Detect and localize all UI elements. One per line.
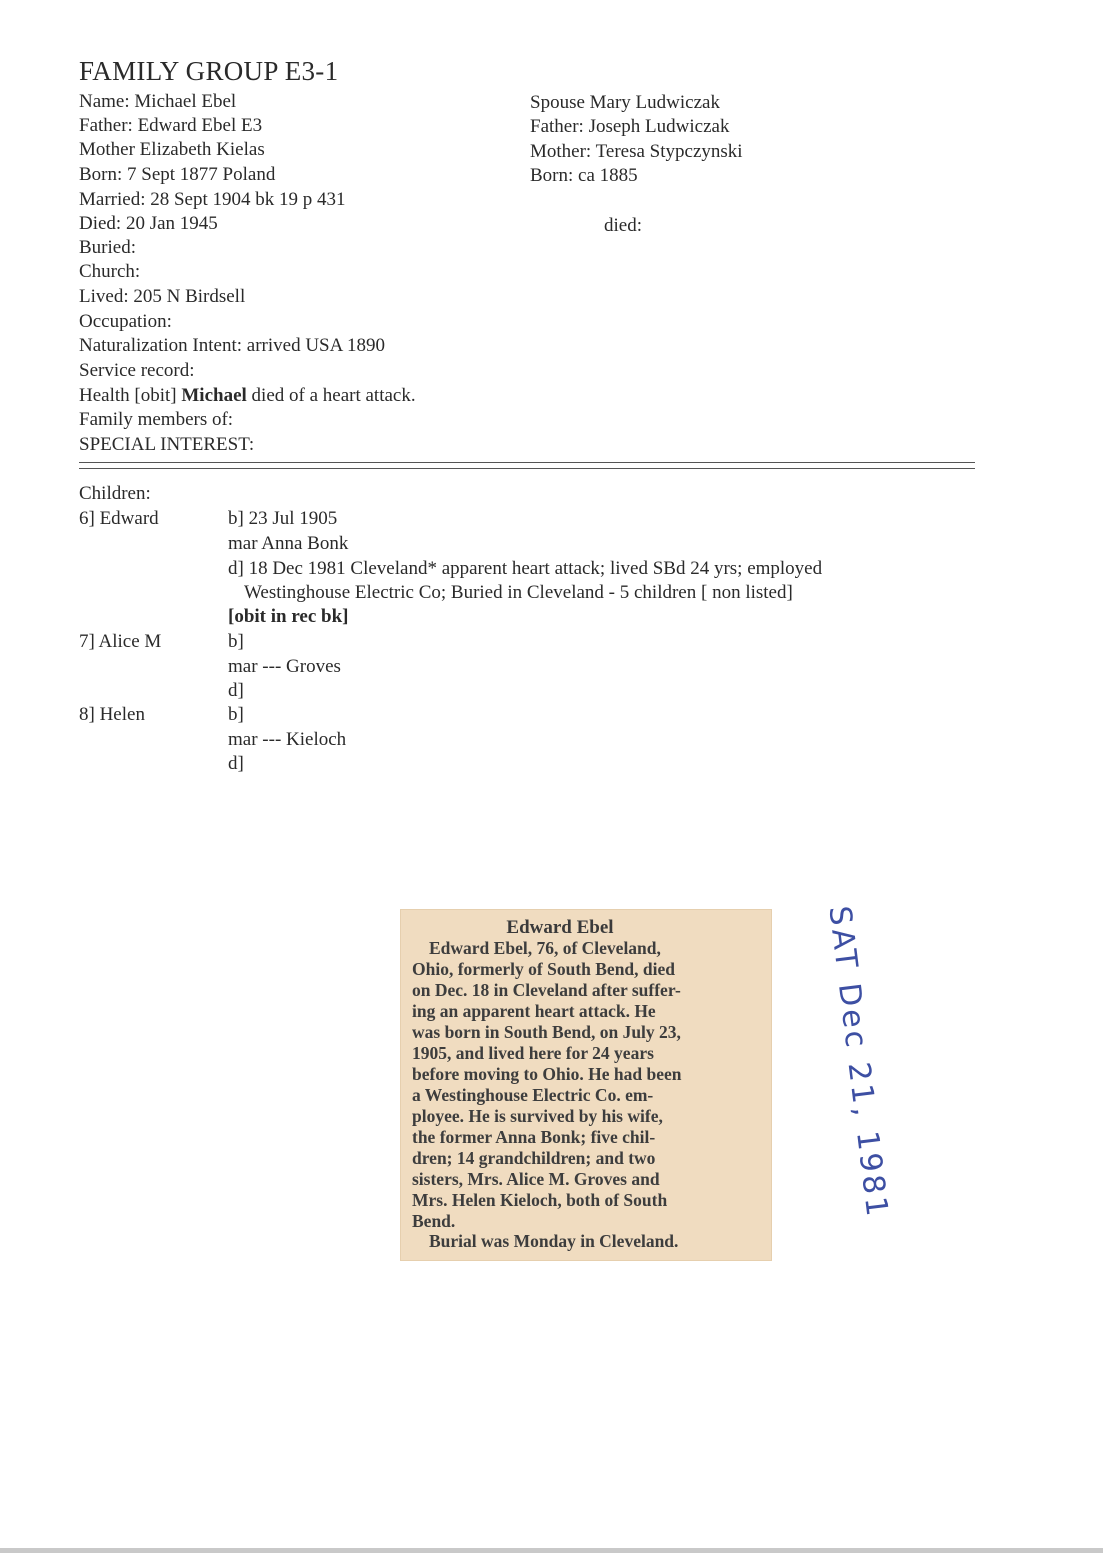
- clipping-line: before moving to Ohio. He had been: [412, 1064, 682, 1084]
- child-helen-name: 8] Helen: [79, 704, 145, 725]
- child-edward-married: mar Anna Bonk: [228, 533, 349, 554]
- clipping-line: dren; 14 grandchildren; and two: [412, 1148, 656, 1168]
- field-born: Born: 7 Sept 1877 Poland: [79, 164, 276, 185]
- field-family-members: Family members of:: [79, 409, 234, 430]
- spouse-died: died:: [604, 215, 642, 236]
- child-edward-died: d] 18 Dec 1981 Cleveland* apparent heart attack; lived SBd 24 yrs; employed: [228, 558, 823, 579]
- child-alice-died: d]: [228, 680, 244, 701]
- double-divider: [79, 462, 975, 469]
- child-edward-died-continued: Westinghouse Electric Co; Buried in Cleveland - 5 children [ non listed]: [244, 582, 793, 603]
- field-married: Married: 28 Sept 1904 bk 19 p 431: [79, 189, 346, 210]
- field-died: Died: 20 Jan 1945: [79, 213, 218, 234]
- clipping-line: Edward Ebel, 76, of Cleveland,: [429, 938, 661, 958]
- scan-bottom-edge: [0, 1548, 1103, 1553]
- clipping-line: on Dec. 18 in Cleveland after suffer-: [412, 980, 681, 1000]
- field-name: Name: Michael Ebel: [79, 91, 237, 112]
- child-alice-name: 7] Alice M: [79, 631, 162, 652]
- spouse-mother: Mother: Teresa Stypczynski: [530, 141, 743, 162]
- field-service-record: Service record:: [79, 360, 195, 381]
- field-mother: Mother Elizabeth Kielas: [79, 139, 265, 160]
- obituary-clipping: [400, 909, 772, 1261]
- health-bold-name: Michael: [181, 385, 247, 406]
- clipping-headline: Edward Ebel: [506, 917, 614, 938]
- page-title: FAMILY GROUP E3-1: [79, 56, 339, 86]
- child-alice-married: mar --- Groves: [228, 656, 341, 677]
- clipping-line: 1905, and lived here for 24 years: [412, 1043, 654, 1063]
- child-edward-born: b] 23 Jul 1905: [228, 508, 338, 529]
- clipping-line: was born in South Bend, on July 23,: [412, 1022, 681, 1042]
- clipping-line: Burial was Monday in Cleveland.: [429, 1231, 679, 1251]
- child-edward-name: 6] Edward: [79, 508, 159, 529]
- child-edward-obit-note: [obit in rec bk]: [228, 606, 349, 627]
- spouse-name: Spouse Mary Ludwiczak: [530, 92, 720, 113]
- child-helen-married: mar --- Kieloch: [228, 729, 347, 750]
- clipping-line: ployee. He is survived by his wife,: [412, 1106, 663, 1126]
- field-father: Father: Edward Ebel E3: [79, 115, 263, 136]
- health-rest: died of a heart attack.: [246, 385, 416, 406]
- clipping-line: a Westinghouse Electric Co. em-: [412, 1085, 654, 1105]
- field-occupation: Occupation:: [79, 311, 172, 332]
- field-buried: Buried:: [79, 237, 136, 258]
- field-health: [79, 384, 416, 408]
- field-special-interest: SPECIAL INTEREST:: [79, 434, 255, 455]
- child-helen-born: b]: [228, 704, 244, 725]
- child-helen-died: d]: [228, 753, 244, 774]
- children-heading: Children:: [79, 483, 151, 504]
- health-prefix: Health [obit]: [79, 385, 182, 406]
- field-church: Church:: [79, 261, 141, 282]
- clipping-line: the former Anna Bonk; five chil-: [412, 1127, 656, 1147]
- clipping-line: Ohio, formerly of South Bend, died: [412, 959, 676, 979]
- clipping-line: Bend.: [412, 1211, 456, 1231]
- clipping-line: sisters, Mrs. Alice M. Groves and: [412, 1169, 660, 1189]
- field-lived: Lived: 205 N Birdsell: [79, 286, 246, 307]
- child-alice-born: b]: [228, 631, 244, 652]
- field-naturalization: Naturalization Intent: arrived USA 1890: [79, 335, 386, 356]
- spouse-born: Born: ca 1885: [530, 165, 638, 186]
- clipping-line: ing an apparent heart attack. He: [412, 1001, 656, 1021]
- handwritten-date-note: SAT Dec 21, 1981: [821, 904, 895, 1221]
- spouse-father: Father: Joseph Ludwiczak: [530, 116, 730, 137]
- clipping-line: Mrs. Helen Kieloch, both of South: [412, 1190, 668, 1210]
